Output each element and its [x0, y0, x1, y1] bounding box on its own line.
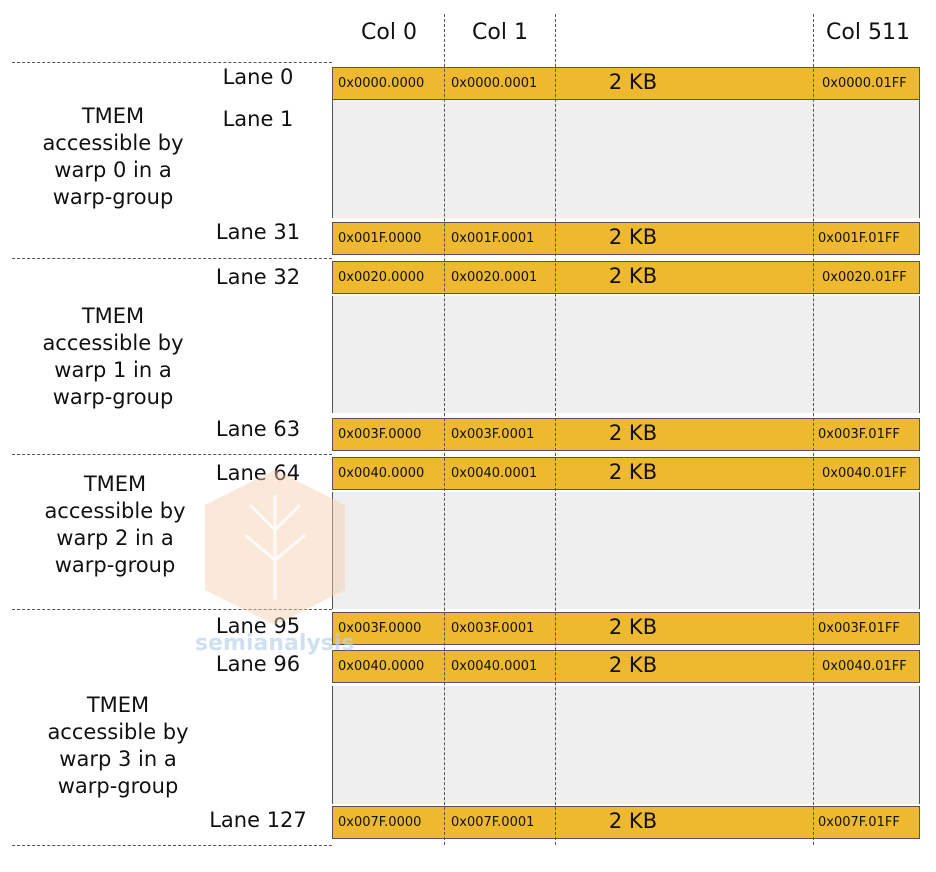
address-col511: 0x0040.01FF — [822, 466, 907, 481]
block-size-label: 2 KB — [608, 460, 658, 484]
address-col511: 0x0040.01FF — [822, 659, 907, 674]
column-header-col511: Col 511 — [826, 20, 910, 45]
block-size-label: 2 KB — [608, 421, 658, 445]
warp-divider — [12, 258, 332, 259]
warp-divider — [12, 845, 332, 846]
column-header-col1: Col 1 — [472, 20, 528, 45]
warp-group-label: TMEM accessible by warp 0 in a warp-group — [42, 104, 184, 209]
address-row — [332, 67, 920, 100]
address-row — [332, 612, 920, 645]
lane-label: Lane 32 — [215, 265, 301, 289]
lane-label: Lane 0 — [222, 65, 294, 89]
watermark-text: semianalysis — [195, 631, 355, 656]
lane-region-warp2 — [332, 492, 920, 609]
warp-group-label: TMEM accessible by warp 1 in a warp-group — [42, 304, 184, 409]
address-row — [332, 222, 920, 255]
address-col1: 0x0000.0001 — [451, 76, 538, 91]
address-col0: 0x001F.0000 — [338, 231, 422, 246]
address-col511: 0x001F.01FF — [818, 231, 900, 246]
warp-divider — [12, 454, 332, 455]
column-divider — [813, 14, 814, 845]
block-size-label: 2 KB — [608, 264, 658, 288]
warp-divider — [12, 62, 332, 63]
address-col0: 0x0000.0000 — [338, 76, 425, 91]
watermark-hexagon-icon — [205, 470, 345, 625]
lane-label: Lane 64 — [215, 461, 301, 485]
address-col1: 0x003F.0001 — [451, 621, 535, 636]
lane-label: Lane 31 — [215, 220, 301, 244]
lane-label: Lane 96 — [215, 652, 301, 676]
watermark-tree-icon — [245, 495, 305, 600]
lane-label: Lane 95 — [215, 614, 301, 638]
lane-label: Lane 63 — [215, 417, 301, 441]
warp-divider — [12, 609, 332, 610]
warp-group-label: TMEM accessible by warp 3 in a warp-group — [47, 693, 189, 798]
address-col1: 0x003F.0001 — [451, 427, 535, 442]
address-row — [332, 418, 920, 451]
warp-group-label: TMEM accessible by warp 2 in a warp-group — [44, 472, 186, 577]
address-col0: 0x0040.0000 — [338, 466, 425, 481]
address-col1: 0x001F.0001 — [451, 231, 535, 246]
block-size-label: 2 KB — [608, 809, 658, 833]
address-col1: 0x007F.0001 — [451, 815, 535, 830]
lane-region-warp0 — [332, 100, 920, 218]
address-col0: 0x0040.0000 — [338, 659, 425, 674]
address-col511: 0x003F.01FF — [818, 427, 900, 442]
address-row — [332, 650, 920, 683]
address-col1: 0x0020.0001 — [451, 270, 538, 285]
address-col1: 0x0040.0001 — [451, 659, 538, 674]
block-size-label: 2 KB — [608, 615, 658, 639]
column-divider — [444, 14, 445, 845]
address-col511: 0x0020.01FF — [822, 270, 907, 285]
address-col1: 0x0040.0001 — [451, 466, 538, 481]
address-col511: 0x007F.01FF — [818, 815, 900, 830]
column-divider — [555, 14, 556, 845]
lane-region-warp1 — [332, 296, 920, 413]
lane-label: Lane 1 — [222, 107, 294, 131]
block-size-label: 2 KB — [608, 225, 658, 249]
column-header-col0: Col 0 — [361, 20, 417, 45]
address-col511: 0x003F.01FF — [818, 621, 900, 636]
address-row — [332, 806, 920, 839]
block-size-label: 2 KB — [608, 70, 658, 94]
address-col0: 0x007F.0000 — [338, 815, 422, 830]
address-col0: 0x0020.0000 — [338, 270, 425, 285]
address-col0: 0x003F.0000 — [338, 427, 422, 442]
lane-region-warp3 — [332, 686, 920, 804]
address-col511: 0x0000.01FF — [822, 76, 907, 91]
address-row — [332, 457, 920, 490]
address-row — [332, 261, 920, 294]
address-col0: 0x003F.0000 — [338, 621, 422, 636]
lane-label: Lane 127 — [209, 808, 307, 832]
block-size-label: 2 KB — [608, 653, 658, 677]
